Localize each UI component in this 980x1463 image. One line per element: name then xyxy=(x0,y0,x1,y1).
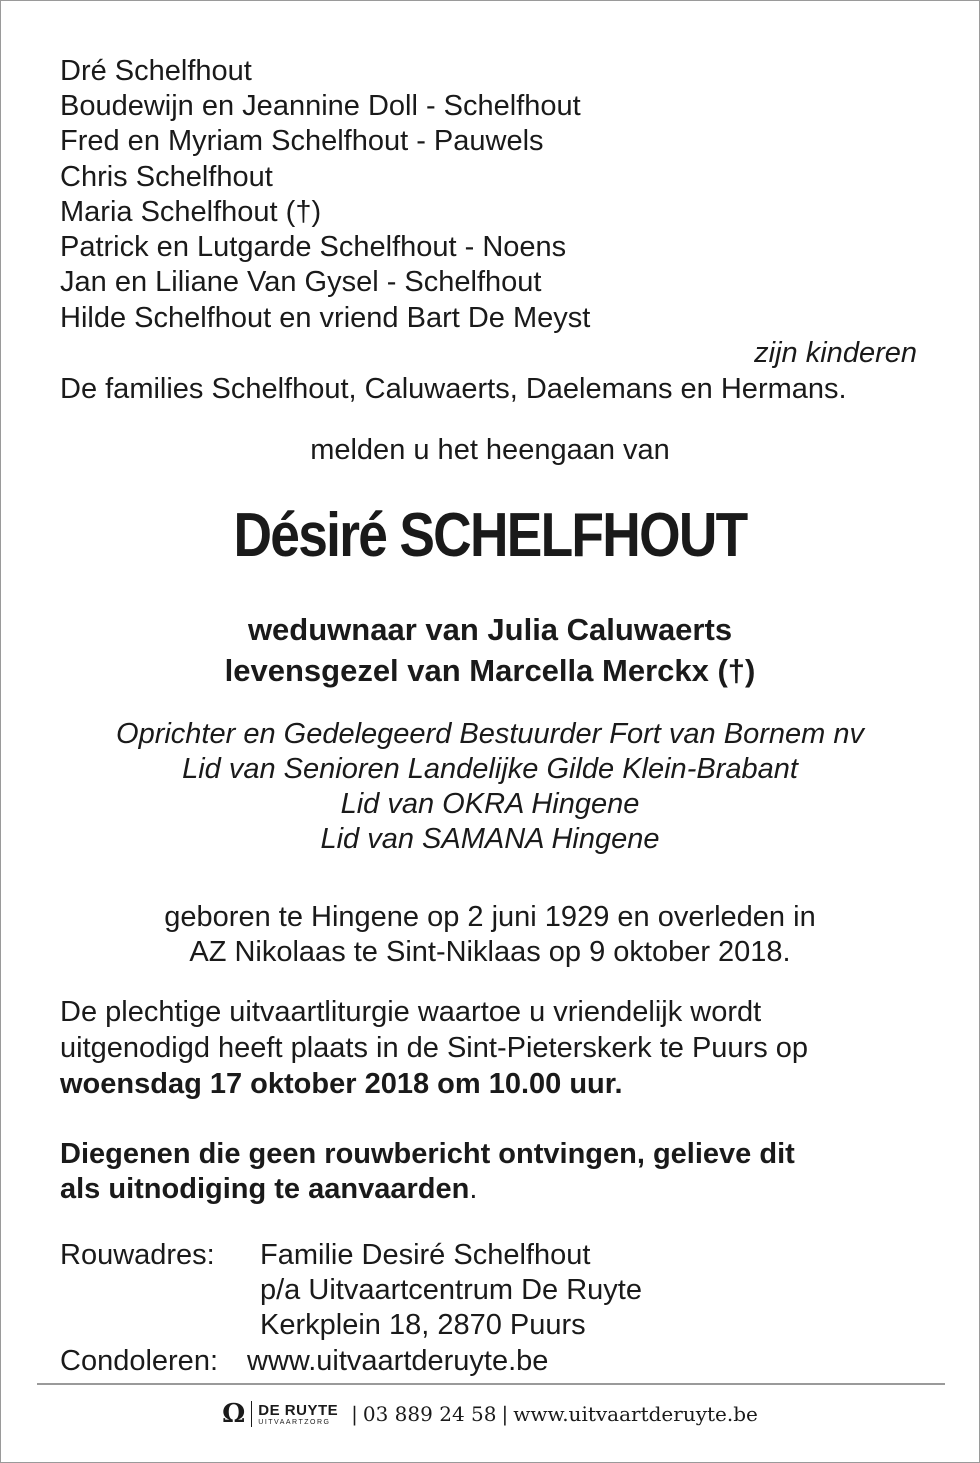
service-line: uitgenodigd heeft plaats in de Sint-Pieterskerk te Puurs op xyxy=(60,1032,809,1064)
service-date: woensdag 17 oktober 2018 om 10.00 uur. xyxy=(60,1068,623,1100)
death-line: AZ Nikolaas te Sint-Niklaas op 9 oktober 2018. xyxy=(189,936,791,968)
child-name: Chris Schelfhout xyxy=(60,161,273,193)
role-line: Lid van OKRA Hingene xyxy=(340,788,640,820)
logo-name: DE RUYTE xyxy=(258,1401,339,1419)
invitation-line-2 xyxy=(60,1172,477,1207)
partner-line: levensgezel van Marcella Merckx (†) xyxy=(224,653,756,688)
phone-number: 03 889 24 58 xyxy=(362,1402,497,1426)
families-line: De families Schelfhout, Caluwaerts, Daelemans en Hermans. xyxy=(60,373,847,405)
deceased-name: Désiré SCHELFHOUT xyxy=(233,501,747,570)
announcement-text: melden u het heengaan van xyxy=(310,434,670,466)
condolence-label: Condoleren: xyxy=(60,1345,218,1377)
funeral-home-logo xyxy=(258,1403,338,1426)
invitation-period: . xyxy=(469,1173,478,1205)
child-name: Boudewijn en Jeannine Doll - Schelfhout xyxy=(60,90,581,122)
invitation-line: Diegenen die geen rouwbericht ontvingen, gelieve dit xyxy=(60,1138,795,1170)
child-name: Fred en Myriam Schelfhout - Pauwels xyxy=(60,125,544,157)
divider xyxy=(37,1383,945,1385)
child-name: Hilde Schelfhout en vriend Bart De Meyst xyxy=(60,302,591,334)
omega-icon: Ω xyxy=(222,1399,246,1429)
child-name: Maria Schelfhout (†) xyxy=(60,196,322,228)
separator: | xyxy=(351,1402,358,1426)
widower-line: weduwnaar van Julia Caluwaerts xyxy=(247,612,733,647)
address-line: p/a Uitvaartcentrum De Ruyte xyxy=(260,1274,642,1306)
logo-divider xyxy=(251,1401,252,1427)
role-line: Oprichter en Gedelegeerd Bestuurder Fort van Bornem nv xyxy=(116,718,864,750)
birth-line: geboren te Hingene op 2 juni 1929 en overleden in xyxy=(164,901,816,933)
children-label: zijn kinderen xyxy=(754,337,917,369)
address-line: Familie Desiré Schelfhout xyxy=(260,1239,591,1271)
funeral-home-footer xyxy=(1,1399,979,1429)
address-label: Rouwadres: xyxy=(60,1239,215,1271)
website-link[interactable]: www.uitvaartderuyte.be xyxy=(513,1402,758,1426)
child-name: Jan en Liliane Van Gysel - Schelfhout xyxy=(60,266,542,298)
role-line: Lid van Senioren Landelijke Gilde Klein-Brabant xyxy=(182,753,798,785)
child-name: Patrick en Lutgarde Schelfhout - Noens xyxy=(60,231,567,263)
address-line: Kerkplein 18, 2870 Puurs xyxy=(260,1309,586,1341)
separator: | xyxy=(501,1402,509,1426)
role-line: Lid van SAMANA Hingene xyxy=(320,823,660,855)
condolence-link[interactable]: www.uitvaartderuyte.be xyxy=(247,1345,549,1377)
invitation-text: als uitnodiging te aanvaarden xyxy=(60,1173,470,1205)
service-line: De plechtige uitvaartliturgie waartoe u vriendelijk wordt xyxy=(60,996,762,1028)
child-name: Dré Schelfhout xyxy=(60,55,252,87)
logo-subtitle: UITVAARTZORG xyxy=(258,1418,331,1426)
